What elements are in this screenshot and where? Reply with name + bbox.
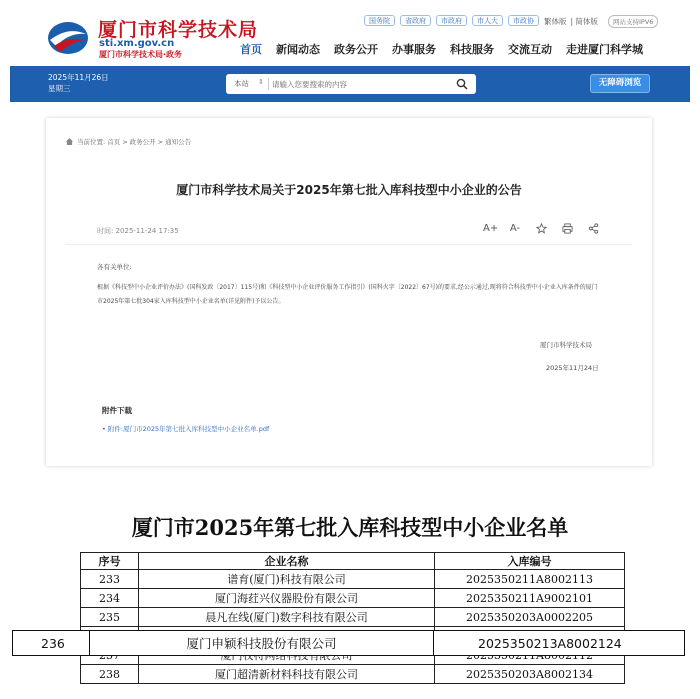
row-code: 2025350203A8002134 <box>435 665 625 684</box>
home-icon <box>66 138 73 145</box>
search-box <box>226 74 476 94</box>
highlight-code: 2025350213A8002124 <box>478 635 622 651</box>
row-code: 2025350211A8002113 <box>435 570 625 589</box>
signature-date: 2025年11月24日 <box>546 364 599 372</box>
nav-government-affairs[interactable]: 政务公开 <box>334 43 378 56</box>
row-company: 晨凡在线(厦门)数字科技有限公司 <box>139 608 435 627</box>
time-value: 2025-11-24 17:35 <box>115 227 179 235</box>
traditional-link[interactable]: 繁体版 <box>544 17 567 26</box>
search-scope-select[interactable]: 本站 <box>234 79 249 88</box>
table-row <box>81 608 625 627</box>
nav-science-city[interactable]: 走进厦门科学城 <box>566 43 643 56</box>
highlight-company: 厦门申颖科技股份有限公司 <box>90 631 434 655</box>
article-body: 根据《科技型中小企业评价办法》(国科发政〔2017〕115号)和《科技型中小企业评价服务工作指引》(国科火字〔2022〕67号)的要求,经公示通过,现将符合科技型中小企业入库条件的厦门市2025年第七批304家入库科技型中小企业名单(详见附件)予以公告。 <box>97 284 598 305</box>
article-tools <box>483 223 599 235</box>
date-text: 2025年11月26日 <box>48 73 109 82</box>
highlighted-row <box>12 630 685 656</box>
article-title: 厦门市科学技术局关于2025年第七批入库科技型中小企业的公告 <box>176 183 522 197</box>
row-no: 238 <box>81 665 139 684</box>
nav-interaction[interactable]: 交流互动 <box>508 43 552 56</box>
row-company: 谱育(厦门)科技有限公司 <box>139 570 435 589</box>
site-url: sti.xm.gov.cn <box>99 38 175 49</box>
barrier-free-button[interactable]: 无障碍浏览 <box>590 74 650 93</box>
favorite-star-icon[interactable] <box>535 223 547 235</box>
nav-tech-services[interactable]: 科技服务 <box>450 43 494 56</box>
top-links <box>364 15 539 26</box>
list-title: 厦门市2025年第七批入库科技型中小企业名单 <box>131 515 569 540</box>
chevron-updown-icon[interactable]: ⇕ <box>258 78 264 86</box>
site-header <box>0 0 700 66</box>
nav-services[interactable]: 办事服务 <box>392 43 436 56</box>
ipv6-badge: 网站支持IPV6 <box>608 15 658 28</box>
share-icon[interactable] <box>587 223 599 235</box>
font-increase-button[interactable]: A+ <box>483 223 499 234</box>
top-link-npc[interactable]: 市人大 <box>472 15 503 26</box>
row-no: 233 <box>81 570 139 589</box>
attachment-link[interactable]: • 附件:厦门市2025年第七批入库科技型中小企业名单.pdf <box>102 425 270 433</box>
table-header-row <box>81 553 625 570</box>
breadcrumb-home[interactable]: 首页 <box>107 138 121 146</box>
simplified-link[interactable]: 简体版 <box>575 17 598 26</box>
search-icon[interactable] <box>456 78 468 90</box>
print-icon[interactable] <box>561 223 573 235</box>
table-row <box>81 570 625 589</box>
article-divider <box>66 244 632 245</box>
search-divider <box>268 78 269 90</box>
table-row <box>81 589 625 608</box>
site-logo-icon[interactable] <box>46 20 90 56</box>
attachment-link-text[interactable]: 附件:厦门市2025年第七批入库科技型中小企业名单.pdf <box>107 425 270 433</box>
main-nav <box>240 41 643 57</box>
company-list-table <box>80 552 625 684</box>
top-link-province[interactable]: 省政府 <box>400 15 431 26</box>
breadcrumb-gov[interactable]: 政务公开 <box>129 138 156 146</box>
row-code: 2025350211A9002101 <box>435 589 625 608</box>
site-title[interactable]: 厦门市科学技术局 <box>98 19 259 41</box>
breadcrumb: 当前位置: 首页 > 政务公开 > 通知公告 <box>66 137 191 146</box>
row-company: 厦门超清新材料科技有限公司 <box>139 665 435 684</box>
language-switcher: 繁体版 | 简体版 <box>544 17 598 26</box>
signature-org: 厦门市科学技术局 <box>540 341 592 349</box>
top-link-cppcc[interactable]: 市政协 <box>508 15 539 26</box>
breadcrumb-notices[interactable]: 通知公告 <box>165 138 192 146</box>
top-link-city[interactable]: 市政府 <box>436 15 467 26</box>
nav-home[interactable]: 首页 <box>240 43 262 56</box>
header-no: 序号 <box>81 553 139 570</box>
row-code: 2025350203A0002205 <box>435 608 625 627</box>
breadcrumb-label: 当前位置: <box>77 138 106 146</box>
top-link-state-council[interactable]: 国务院 <box>364 15 395 26</box>
current-date <box>48 72 109 94</box>
row-no: 235 <box>81 608 139 627</box>
article-greeting: 各有关单位: <box>97 263 132 271</box>
header-code: 入库编号 <box>435 553 625 570</box>
site-subtitle: 厦门市科学技术局·政务 <box>99 50 183 59</box>
row-no: 234 <box>81 589 139 608</box>
table-row <box>81 665 625 684</box>
article-card <box>46 118 652 466</box>
weekday-text: 星期三 <box>48 84 71 93</box>
row-company: 厦门海荭兴仪器股份有限公司 <box>139 589 435 608</box>
attachment-heading: 附件下载 <box>102 406 132 415</box>
search-input[interactable] <box>272 76 444 92</box>
header-company: 企业名称 <box>139 553 435 570</box>
article-time <box>97 226 179 236</box>
nav-news[interactable]: 新闻动态 <box>276 43 320 56</box>
font-decrease-button[interactable]: A- <box>509 223 521 234</box>
highlight-no: 236 <box>13 631 90 655</box>
time-label: 时间: <box>97 227 114 235</box>
